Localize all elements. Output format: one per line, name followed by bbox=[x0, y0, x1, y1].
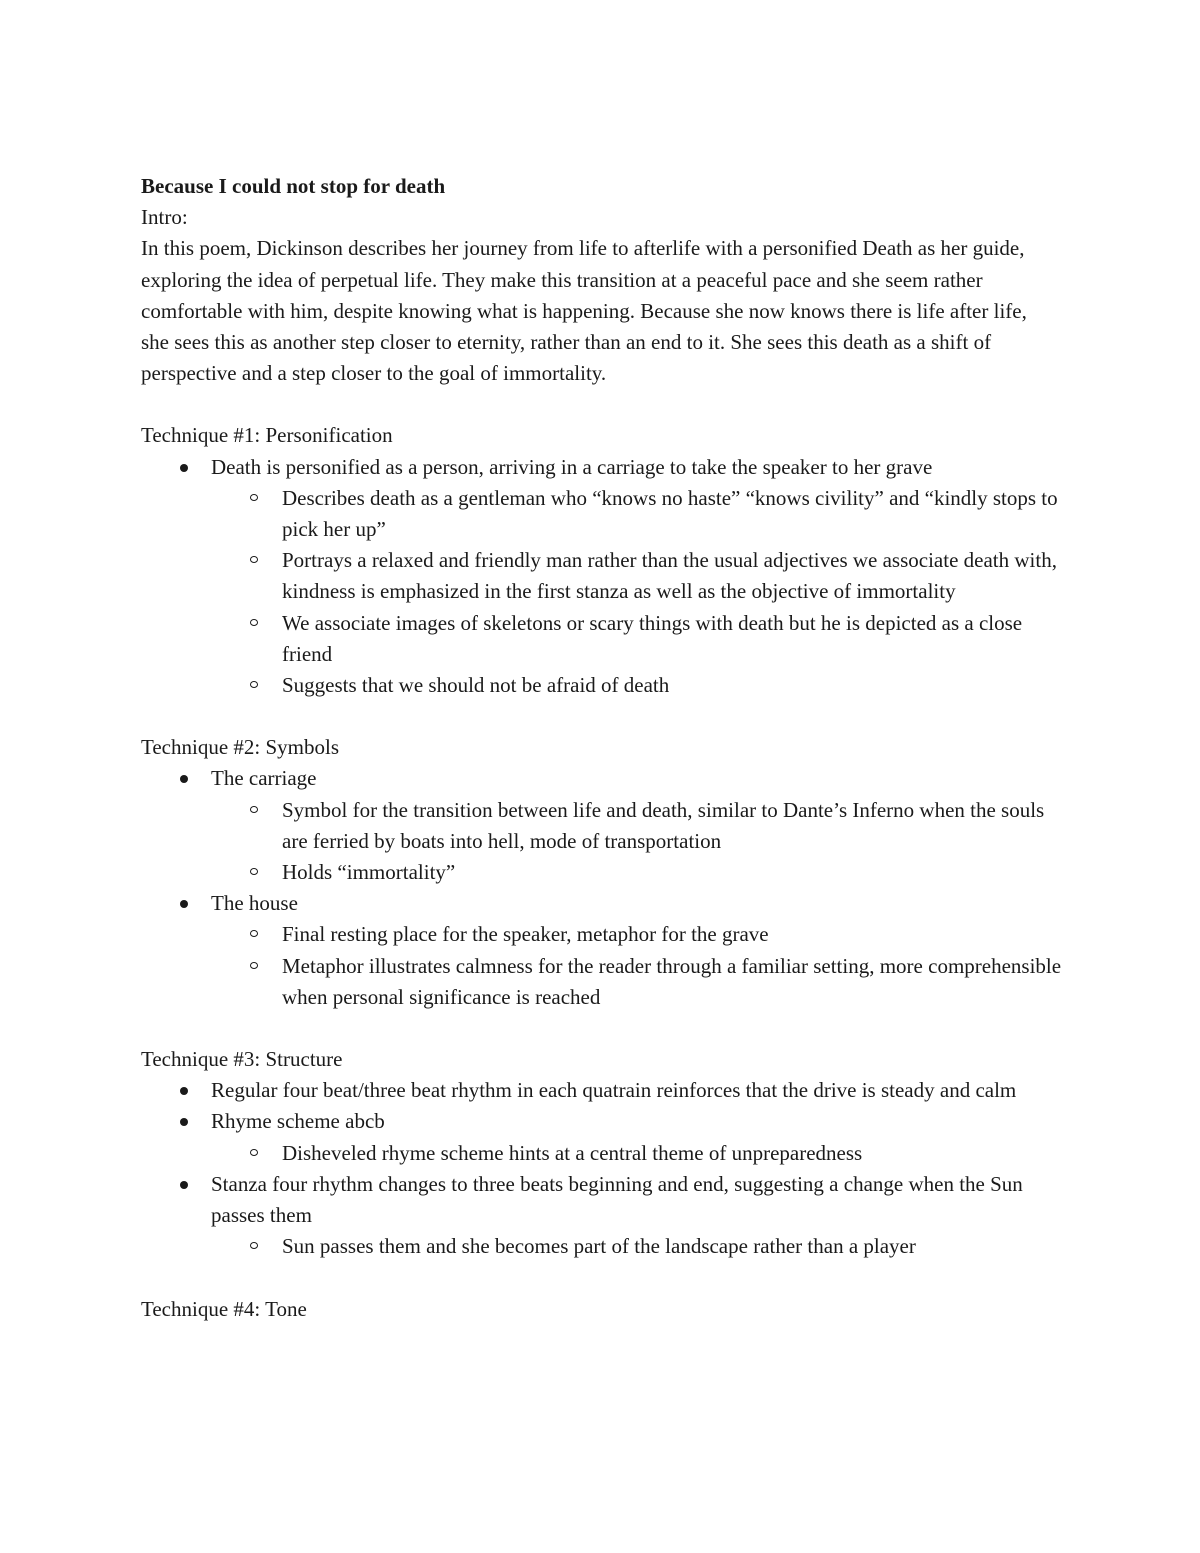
bullet-item bbox=[141, 763, 1071, 888]
bullet-item bbox=[141, 1169, 1071, 1263]
filled-bullet-icon bbox=[180, 900, 188, 908]
hollow-bullet-icon bbox=[250, 806, 258, 813]
bullet-item bbox=[141, 452, 1071, 702]
sub-bullet-text: Portrays a relaxed and friendly man rather than the usual adjectives we associate death with, kindness is emphasized in the first stanza as well as the objective of immortality bbox=[282, 548, 1057, 604]
bullet-list bbox=[141, 452, 1071, 702]
bullet-item bbox=[141, 1106, 1071, 1168]
hollow-bullet-icon bbox=[250, 1149, 258, 1156]
bullet-list bbox=[141, 1075, 1071, 1262]
technique-heading: Technique #4: Tone bbox=[141, 1296, 307, 1321]
filled-bullet-icon bbox=[180, 1087, 188, 1095]
sub-bullet-text: Suggests that we should not be afraid of death bbox=[282, 673, 670, 698]
sub-bullet-text: We associate images of skeletons or scary things with death but he is depicted as a close friend bbox=[282, 610, 1023, 666]
sub-bullet-list bbox=[282, 919, 1071, 1013]
sub-bullet-item bbox=[282, 951, 1071, 1013]
sub-bullet-item bbox=[282, 1231, 1071, 1262]
filled-bullet-icon bbox=[180, 464, 188, 472]
sub-bullet-item bbox=[282, 795, 1071, 857]
sub-bullet-item bbox=[282, 608, 1071, 670]
sub-bullet-text: Symbol for the transition between life and death, similar to Dante’s Inferno when the souls are ferried by boats into hell, mode of transportation bbox=[282, 797, 1045, 853]
technique-heading: Technique #2: Symbols bbox=[141, 735, 340, 760]
sub-bullet-text: Final resting place for the speaker, metaphor for the grave bbox=[282, 922, 769, 947]
bullet-text: Stanza four rhythm changes to three beats beginning and end, suggesting a change when the Sun passes them bbox=[211, 1171, 1023, 1228]
technique-section bbox=[141, 420, 1071, 701]
bullet-text: Regular four beat/three beat rhythm in each quatrain reinforces that the drive is steady and calm bbox=[211, 1078, 1017, 1103]
sub-bullet-text: Sun passes them and she becomes part of the landscape rather than a player bbox=[282, 1234, 916, 1259]
hollow-bullet-icon bbox=[250, 962, 258, 969]
hollow-bullet-icon bbox=[250, 556, 258, 563]
intro-text: In this poem, Dickinson describes her journey from life to afterlife with a personified Death as her guide, exploring the idea of perpetual life. They make this transition at a peaceful pace and she seem rather comfortable with him, despite knowing what is happening. Because she now knows there is life after life, she sees this as another step closer to eternity, rather than an end to it. She sees this death as a shift of perspective and a step closer to the goal of immortality. bbox=[141, 236, 1027, 386]
bullet-text: The carriage bbox=[211, 766, 317, 791]
hollow-bullet-icon bbox=[250, 681, 258, 688]
bullet-item bbox=[141, 1075, 1071, 1106]
filled-bullet-icon bbox=[180, 1181, 188, 1189]
sub-bullet-item bbox=[282, 919, 1071, 950]
hollow-bullet-icon bbox=[250, 930, 258, 937]
document-page bbox=[141, 171, 1071, 1325]
bullet-text: Death is personified as a person, arriving in a carriage to take the speaker to her grave bbox=[211, 454, 933, 479]
filled-bullet-icon bbox=[180, 775, 188, 783]
technique-sections bbox=[141, 420, 1071, 1324]
sub-bullet-list bbox=[282, 1138, 1071, 1169]
technique-heading: Technique #1: Personification bbox=[141, 423, 393, 448]
technique-section bbox=[141, 732, 1071, 1013]
sub-bullet-item bbox=[282, 670, 1071, 701]
sub-bullet-text: Holds “immortality” bbox=[282, 860, 456, 885]
bullet-text: The house bbox=[211, 891, 298, 916]
hollow-bullet-icon bbox=[250, 1242, 258, 1249]
sub-bullet-list bbox=[282, 483, 1071, 701]
hollow-bullet-icon bbox=[250, 619, 258, 626]
hollow-bullet-icon bbox=[250, 868, 258, 875]
hollow-bullet-icon bbox=[250, 494, 258, 501]
document-title: Because I could not stop for death bbox=[141, 174, 446, 198]
sub-bullet-item bbox=[282, 545, 1071, 607]
sub-bullet-item bbox=[282, 857, 1071, 888]
bullet-list bbox=[141, 763, 1071, 1013]
sub-bullet-text: Disheveled rhyme scheme hints at a central theme of unpreparedness bbox=[282, 1140, 863, 1165]
sub-bullet-text: Describes death as a gentleman who “knows no haste” “knows civility” and “kindly stops to pick her up” bbox=[282, 485, 1058, 542]
intro-label: Intro: bbox=[141, 205, 188, 230]
bullet-text: Rhyme scheme abcb bbox=[211, 1109, 385, 1134]
sub-bullet-item bbox=[282, 1138, 1071, 1169]
technique-heading: Technique #3: Structure bbox=[141, 1047, 343, 1072]
sub-bullet-text: Metaphor illustrates calmness for the reader through a familiar setting, more comprehensible when personal significance is reached bbox=[282, 953, 1062, 1009]
bullet-item bbox=[141, 888, 1071, 1013]
sub-bullet-item bbox=[282, 483, 1071, 545]
sub-bullet-list bbox=[282, 795, 1071, 889]
sub-bullet-list bbox=[282, 1231, 1071, 1262]
filled-bullet-icon bbox=[180, 1118, 188, 1126]
technique-section bbox=[141, 1044, 1071, 1262]
technique-section bbox=[141, 1294, 1071, 1325]
